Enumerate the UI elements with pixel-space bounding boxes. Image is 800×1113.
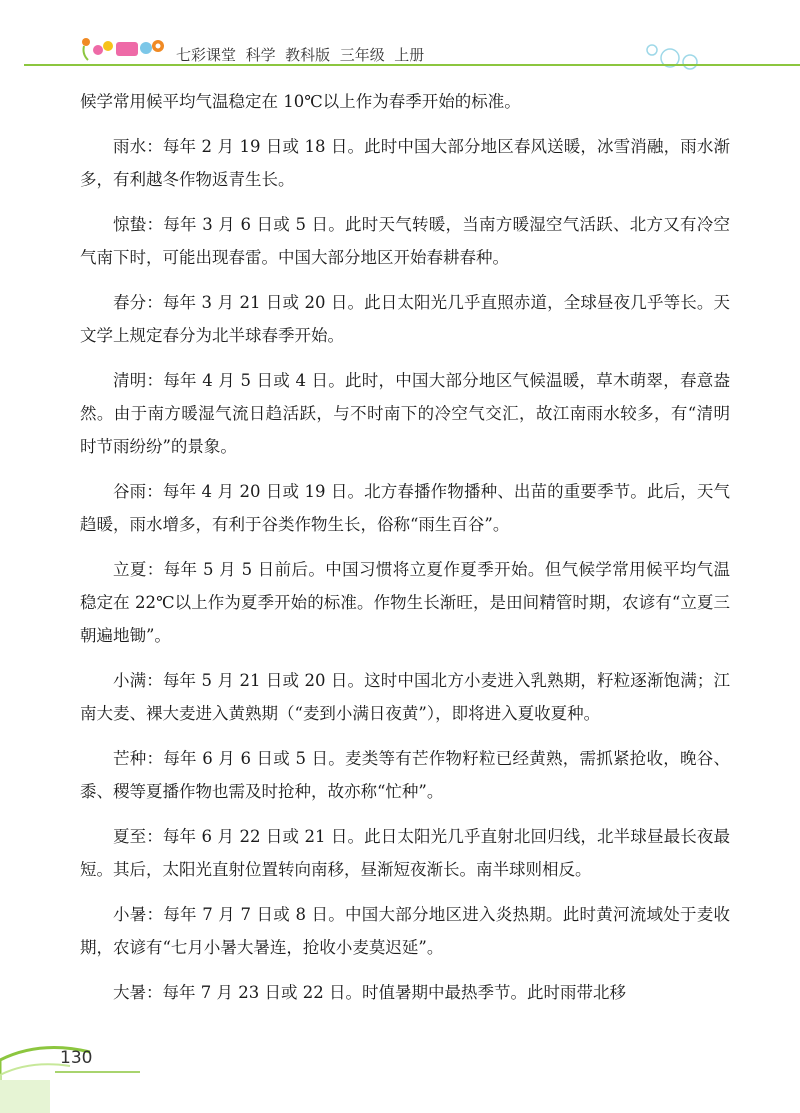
- paragraph: 芒种：每年 6 月 6 日或 5 日。麦类等有芒作物籽粒已经黄熟，需抓紧抢收，晚谷、黍、稷等夏播作物也需及时抢种，故亦称“忙种”。: [80, 749, 730, 801]
- paragraph: 小满：每年 5 月 21 日或 20 日。这时中国北方小麦进入乳熟期，籽粒逐渐饱满；江南大麦、裸大麦进入黄熟期（“麦到小满日夜黄”），即将进入夏收夏种。: [80, 671, 730, 723]
- series-logo-icon: [78, 34, 170, 64]
- footer-decoration-icon: [0, 1020, 800, 1113]
- header-rule: [24, 64, 800, 66]
- header-grade: 三年级: [339, 46, 385, 64]
- paragraph: 立夏：每年 5 月 5 日前后。中国习惯将立夏作夏季开始。但气候学常用候平均气温稳定在 22℃以上作为夏季开始的标准。作物生长渐旺，是田间精管时期，农谚有“立夏三朝遍地锄”。: [80, 560, 730, 645]
- paragraph: 夏至：每年 6 月 22 日或 21 日。此日太阳光几乎直射北回归线，北半球昼最长夜最短。其后，太阳光直射位置转向南移，昼渐短夜渐长。南半球则相反。: [80, 827, 730, 879]
- bubble-rings-icon: [630, 36, 780, 76]
- page-number: 130: [60, 1048, 93, 1068]
- page-footer: [0, 1020, 800, 1113]
- page-header: [0, 0, 800, 80]
- header-edition: 教科版: [285, 46, 331, 64]
- paragraph: 春分：每年 3 月 21 日或 20 日。此日太阳光几乎直照赤道，全球昼夜几乎等长。天文学上规定春分为北半球春季开始。: [80, 293, 730, 345]
- paragraph: 惊蛰：每年 3 月 6 日或 5 日。此时天气转暖，当南方暖湿空气活跃、北方又有冷空气南下时，可能出现春雷。中国大部分地区开始春耕春种。: [80, 215, 730, 267]
- paragraph: 清明：每年 4 月 5 日或 4 日。此时，中国大部分地区气候温暖，草木萌翠，春意盎然。由于南方暖湿气流日趋活跃，与不时南下的冷空气交汇，故江南雨水较多，有“清明时节雨纷纷”的景象。: [80, 371, 730, 456]
- header-subject: 科学: [245, 46, 276, 64]
- header-title: [176, 44, 424, 65]
- body-text: [80, 85, 730, 1021]
- header-volume: 上册: [394, 46, 425, 64]
- paragraph: 大暑：每年 7 月 23 日或 22 日。时值暑期中最热季节。此时雨带北移: [113, 983, 626, 1002]
- paragraph: 雨水：每年 2 月 19 日或 18 日。此时中国大部分地区春风送暖，冰雪消融，雨水渐多，有利越冬作物返青生长。: [80, 137, 730, 189]
- paragraph: 谷雨：每年 4 月 20 日或 19 日。北方春播作物播种、出苗的重要季节。此后，天气趋暖，雨水增多，有利于谷类作物生长，俗称“雨生百谷”。: [80, 482, 730, 534]
- paragraph: 候学常用候平均气温稳定在 10℃以上作为春季开始的标准。: [80, 92, 521, 111]
- paragraph: 小暑：每年 7 月 7 日或 8 日。中国大部分地区进入炎热期。此时黄河流域处于麦收期，农谚有“七月小暑大暑连，抢收小麦莫迟延”。: [80, 905, 730, 957]
- header-series: 七彩课堂: [176, 46, 237, 64]
